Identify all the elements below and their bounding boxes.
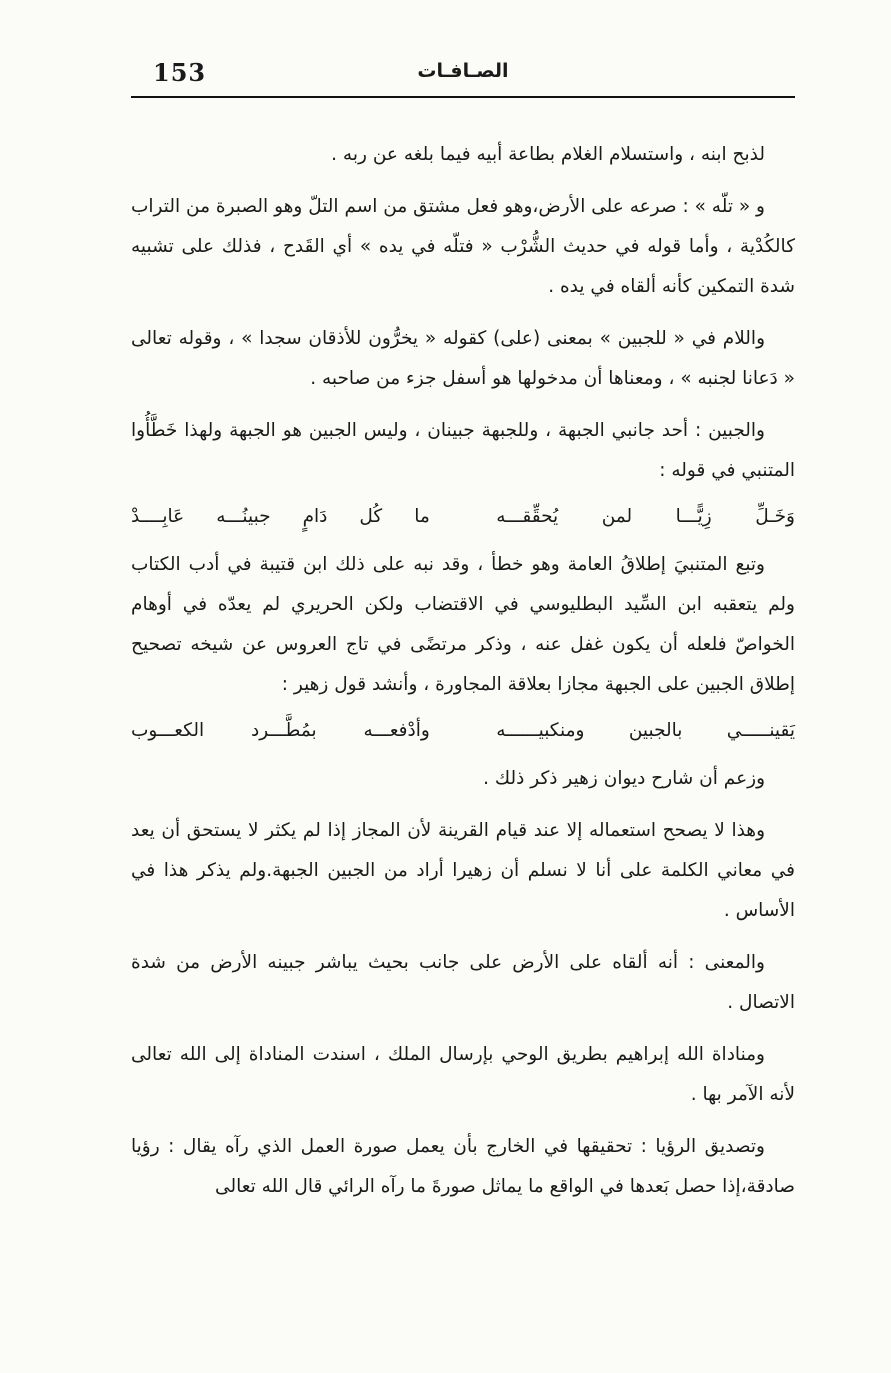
page-header	[131, 56, 795, 98]
verse-second-hemistich: وأدْفعـــه بمُطَّـــرد الكعـــوب	[131, 720, 430, 741]
page-number: 153	[153, 58, 207, 87]
paragraph: واللام في « للجبين » بمعنى (على) كقوله « يخرُّون للأذقان سجدا » ، وقوله تعالى « دَعانا لجنبه » ، ومعناها أن مدخولها هو أسفل جزء من صاحبه .	[131, 328, 795, 389]
paragraph: وتصديق الرؤيا : تحقيقها في الخارج بأن يعمل صورة العمل الذي رآه يقال : رؤيا صادقة،إذا حصل بَعدها في الواقع ما يماثل صورةَ ما رآه الرائي قال الله تعالى	[131, 1136, 795, 1197]
paragraph: والمعنى : أنه ألقاه على الأرض على جانب بحيث يباشر جبينه الأرض من شدة الاتصال .	[131, 952, 795, 1013]
paragraph: و « تلّه » : صرعه على الأرض،وهو فعل مشتق من اسم التلّ وهو الصبرة من التراب كالكُدْية ، وأما قوله في حديث الشُّرْب « فتلّه في يده » أي القَدح ، فذلك على تشبيه شدة التمكين كأنه ألقاه في يده .	[131, 196, 795, 297]
paragraph: لذبح ابنه ، واستسلام الغلام بطاعة أبيه فيما بلغه عن ربه .	[331, 144, 765, 165]
paragraph: وتبع المتنبيَ إطلاقُ العامة وهو خطأ ، وقد نبه على ذلك ابن قتيبة في أدب الكتاب ولم يتعقبه ابن السِّيد البطليوسي في الاقتضاب ولكن الحريري لم يعدّه في أوهام الخواصّ فلعله أن يكون غفل عنه ، وذكر مرتضًى في تاج العروس عن شيخه تصحيح إطلاق الجبين على الجبهة مجازا بعلاقة المجاورة ، وأنشد قول زهير :	[131, 554, 795, 695]
poetry-verse	[131, 711, 795, 751]
paragraph: والجبين : أحد جانبي الجبهة ، وللجبهة جبينان ، وليس الجبين هو الجبهة ولهذا خَطَّأُوا المتنبي في قوله :	[131, 420, 795, 481]
poetry-verse	[131, 497, 795, 537]
verse-first-hemistich: يَقينـــــي بالجبين ومنكبيــــــه	[496, 720, 795, 741]
verse-second-hemistich: ما كُل دَامٍ جبينُـــه عَابِــــدْ	[131, 506, 430, 527]
body-text	[131, 135, 795, 1219]
paragraph: ومناداة الله إبراهيم بطريق الوحي بإرسال الملك ، اسندت المناداة إلى الله تعالى لأنه الآمر بها .	[131, 1044, 795, 1105]
verse-first-hemistich: وَخَـلِّ زِيًّـــا لمن يُحقِّقـــه	[496, 506, 795, 527]
paragraph: وزعم أن شارح ديوان زهير ذكر ذلك .	[483, 768, 765, 789]
paragraph: وهذا لا يصحح استعماله إلا عند قيام القرينة لأن المجاز إذا لم يكثر لا يستحق أن يعد في معاني الكلمة على أنا لا نسلم أن زهيرا أراد من الجبين الجبهة.ولم يذكر هذا في الأساس .	[131, 820, 795, 921]
running-title: الصـافـات	[417, 60, 509, 82]
